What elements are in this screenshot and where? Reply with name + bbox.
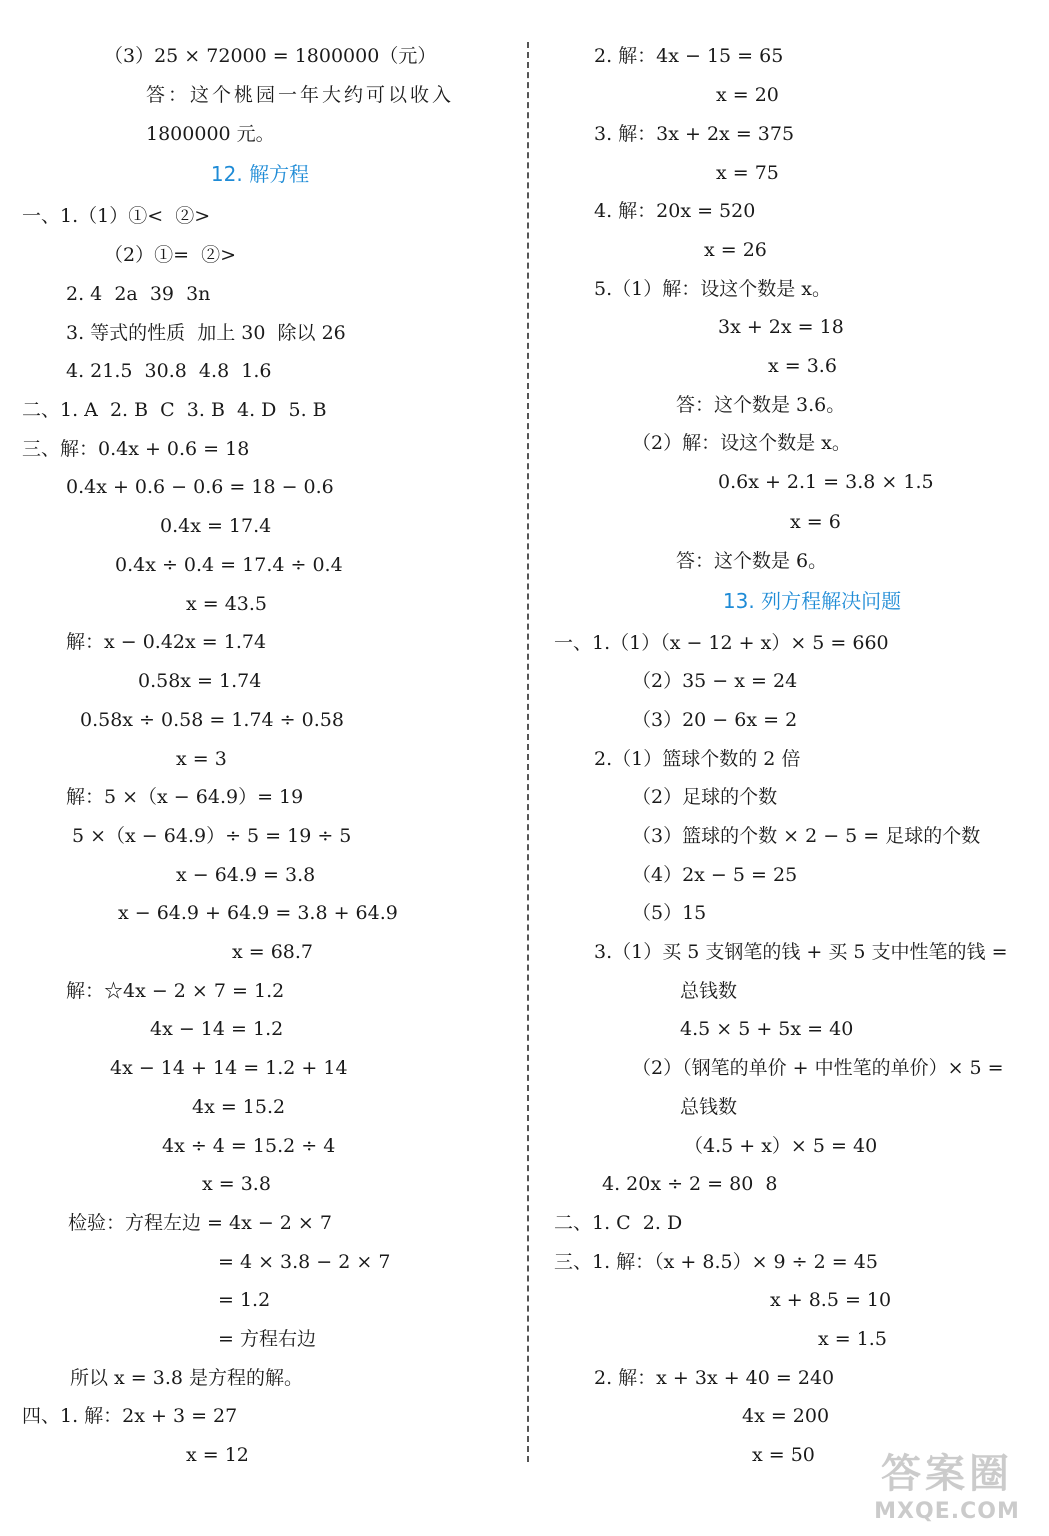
answer-line: = 4 × 3.8 − 2 × 7 — [218, 1251, 391, 1273]
answer-line: x = 1.5 — [818, 1328, 887, 1350]
answer-line: （2）35 − x = 24 — [632, 670, 798, 692]
answer-line: （2）足球的个数 — [632, 786, 778, 808]
answer-line: （2）①= ②> — [104, 244, 237, 266]
section-heading: 13. 列方程解决问题 — [722, 589, 902, 613]
answer-line: （4.5 + x）× 5 = 40 — [684, 1135, 878, 1157]
answer-line: 5.（1）解：设这个数是 x。 — [594, 278, 831, 300]
answer-line: 4x − 14 = 1.2 — [150, 1018, 284, 1040]
answer-line: 4. 20x ÷ 2 = 80 8 — [602, 1173, 778, 1195]
answer-line: 总钱数 — [680, 1096, 738, 1118]
answer-line: 解：x − 0.42x = 1.74 — [66, 631, 267, 653]
answer-line: 二、1. C 2. D — [554, 1212, 683, 1234]
answer-line: 0.4x ÷ 0.4 = 17.4 ÷ 0.4 — [115, 554, 343, 576]
answer-line: 4x = 200 — [742, 1405, 830, 1427]
answer-line: 4x = 15.2 — [192, 1096, 286, 1118]
answer-line: 0.58x ÷ 0.58 = 1.74 ÷ 0.58 — [80, 709, 344, 731]
answer-line: 3. 等式的性质 加上 30 除以 26 — [66, 322, 346, 344]
right-column — [532, 0, 1049, 1536]
answer-line: 三、1. 解：（x + 8.5）× 9 ÷ 2 = 45 — [554, 1251, 878, 1273]
answer-line: 2. 解：x + 3x + 40 = 240 — [594, 1367, 835, 1389]
answer-line: x + 8.5 = 10 — [770, 1289, 892, 1311]
answer-line: 解：5 ×（x − 64.9）= 19 — [66, 786, 304, 808]
watermark-logo — [857, 1442, 1037, 1532]
answer-line: 2.（1）篮球个数的 2 倍 — [594, 748, 801, 770]
answer-line: 一、1.（1）（x − 12 + x）× 5 = 660 — [554, 632, 889, 654]
answer-line: 5 ×（x − 64.9）÷ 5 = 19 ÷ 5 — [72, 825, 352, 847]
answer-line: x = 20 — [716, 84, 779, 106]
answer-line: 4x ÷ 4 = 15.2 ÷ 4 — [162, 1135, 336, 1157]
answer-line: 四、1. 解：2x + 3 = 27 — [22, 1405, 238, 1427]
answer-line: x = 75 — [716, 162, 779, 184]
answer-line: 2. 解：4x − 15 = 65 — [594, 45, 784, 67]
answer-line: （2）解：设这个数是 x。 — [632, 432, 851, 454]
answer-line: 3. 解：3x + 2x = 375 — [594, 123, 795, 145]
answer-line: （4）2x − 5 = 25 — [632, 864, 798, 886]
answer-line: 三、解：0.4x + 0.6 = 18 — [22, 438, 250, 460]
answer-line: （3）篮球的个数 × 2 − 5 = 足球的个数 — [632, 825, 981, 847]
answer-line: 解：☆4x − 2 × 7 = 1.2 — [66, 980, 285, 1002]
answer-line: 4x − 14 + 14 = 1.2 + 14 — [110, 1057, 348, 1079]
watermark-url: MXQE.COM — [874, 1499, 1020, 1524]
answer-line: = 方程右边 — [218, 1328, 316, 1350]
answer-line: x = 3.6 — [768, 355, 837, 377]
answer-line: x = 6 — [790, 511, 841, 533]
column-divider — [527, 42, 529, 1462]
answer-line: 答：这个数是 6。 — [676, 550, 828, 572]
answer-line: 答：这个数是 3.6。 — [676, 394, 846, 416]
answer-line: 0.58x = 1.74 — [138, 670, 262, 692]
answer-line: x = 43.5 — [186, 593, 268, 615]
answer-line: x − 64.9 + 64.9 = 3.8 + 64.9 — [118, 902, 398, 924]
answer-line: = 1.2 — [218, 1289, 271, 1311]
answer-line: 答：这个桃园一年大约可以收入 — [146, 84, 455, 106]
answer-line: 1800000 元。 — [146, 123, 275, 145]
answer-line: x = 3 — [176, 748, 227, 770]
answer-line: x = 26 — [704, 239, 767, 261]
answer-line: x − 64.9 = 3.8 — [176, 864, 316, 886]
answer-line: 4. 21.5 30.8 4.8 1.6 — [66, 360, 272, 382]
answer-line: 一、1.（1）①< ②> — [22, 205, 211, 227]
answer-line: 2. 4 2a 39 3n — [66, 283, 211, 305]
answer-line: x = 68.7 — [232, 941, 314, 963]
answer-line: 0.4x + 0.6 − 0.6 = 18 − 0.6 — [66, 476, 334, 498]
answer-line: 3.（1）买 5 支钢笔的钱 + 买 5 支中性笔的钱 = — [594, 941, 1008, 963]
answer-line: （3）20 − 6x = 2 — [632, 709, 798, 731]
answer-line: x = 12 — [186, 1444, 249, 1466]
answer-line: 3x + 2x = 18 — [718, 316, 844, 338]
answer-line: 4. 解：20x = 520 — [594, 200, 756, 222]
watermark-text: 答案圈 — [881, 1451, 1013, 1497]
answer-line: x = 50 — [752, 1444, 815, 1466]
answer-line: 4.5 × 5 + 5x = 40 — [680, 1018, 854, 1040]
answer-line: 二、1. A 2. B C 3. B 4. D 5. B — [22, 399, 327, 421]
section-heading: 12. 解方程 — [210, 162, 310, 186]
answer-line: （3）25 × 72000 = 1800000（元） — [104, 45, 437, 67]
answer-line: 总钱数 — [680, 980, 738, 1002]
answer-line: 0.6x + 2.1 = 3.8 × 1.5 — [718, 471, 934, 493]
answer-line: 所以 x = 3.8 是方程的解。 — [70, 1367, 304, 1389]
answer-line: x = 3.8 — [202, 1173, 271, 1195]
answer-line: （5）15 — [632, 902, 707, 924]
answer-line: 0.4x = 17.4 — [160, 515, 272, 537]
answer-line: （2）（钢笔的单价 + 中性笔的单价）× 5 = — [632, 1057, 1004, 1079]
answer-line: 检验：方程左边 = 4x − 2 × 7 — [68, 1212, 332, 1234]
